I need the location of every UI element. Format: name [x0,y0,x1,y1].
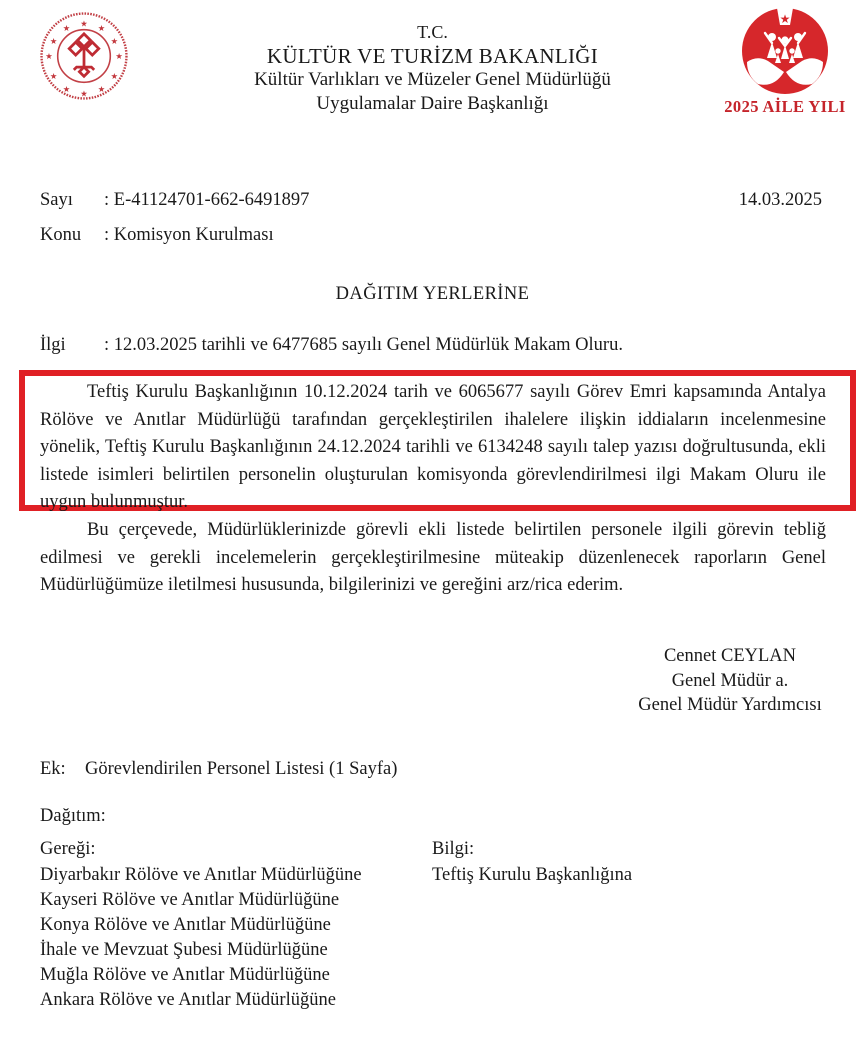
aile-yili-caption: 2025 AİLE YILI [724,97,846,116]
svg-text:★: ★ [110,36,119,46]
bilgi-label: Bilgi: [432,839,475,859]
konu-row [40,225,822,260]
document-meta [40,190,822,260]
letterhead [150,20,715,116]
letterhead-tc: T.C. [417,22,448,42]
signer-name: Cennet CEYLAN [663,646,797,666]
sayi-value: : E-41124701-662-6491897 [104,190,310,210]
sayi-row [40,190,822,225]
aile-yili-emblem-icon [735,6,835,96]
geregi-item: Muğla Rölöve ve Anıtlar Müdürlüğüne [40,964,330,985]
body-paragraph-2: Bu çerçevede, Müdürlüklerinizde görevli ekli listede belirtilen personele ilgili görevin tebliğ edilmesi ve gerekli incelemelerin gerçekleştirilmesine müteakip düzenlenecek raporların Genel Müdürlüğümüze iletilmesi hususunda, bilgilerinizi ve gereğini arz/rica ederim. [40,519,826,596]
letterhead-ministry: KÜLTÜR VE TURİZM BAKANLIĞI [266,44,599,68]
letterhead-directorate: Kültür Varlıkları ve Müzeler Genel Müdürlüğü [254,69,611,90]
svg-text:★: ★ [49,36,58,46]
svg-text:★: ★ [110,71,119,82]
svg-text:★: ★ [80,88,88,99]
distribution-bilgi-column [432,836,825,1012]
attachment-value: Görevlendirilen Personel Listesi (1 Sayfa) [85,759,398,779]
svg-text:★: ★ [62,83,71,94]
svg-text:★: ★ [49,71,58,82]
konu-label: Konu [40,225,82,245]
geregi-label: Gereği: [40,839,96,859]
signer-title-1: Genel Müdür a. [671,670,789,691]
konu-value: : Komisyon Kurulması [104,225,274,245]
svg-text:★: ★ [97,23,106,34]
letter-body [40,379,826,600]
distribution-section [40,836,825,1012]
signature-block [580,644,865,718]
ministry-seal-icon [36,8,132,104]
ilgi-row [40,335,822,356]
geregi-item: Diyarbakır Rölöve ve Anıtlar Müdürlüğüne [40,865,362,885]
document-date: 14.03.2025 [738,190,822,210]
svg-text:★: ★ [97,83,106,94]
bilgi-item: Teftiş Kurulu Başkanlığına [432,865,633,885]
svg-text:★: ★ [779,12,791,26]
body-paragraph-1: Teftiş Kurulu Başkanlığının 10.12.2024 tarih ve 6065677 sayılı Görev Emri kapsamında Antalya Rölöve ve Anıtlar Müdürlüğü tarafından gerçekleştirilen ihalelere ilişkin iddiaların incelenmesine yönelik, Teftiş Kurulu Başkanlığının 24.12.2024 tarihli ve 6134248 sayılı talep yazısı doğrultusunda, ekli listede isimleri belirtilen personelin oluşturulan komisyonda görevlendirilmesi ilgi Makam Oluru ile uygun bulunmuştur. [40,382,826,513]
recipient-line: DAĞITIM YERLERİNE [335,284,530,304]
ilgi-label: İlgi [40,335,66,355]
geregi-item: İhale ve Mevzuat Şubesi Müdürlüğüne [40,939,328,960]
letterhead-department: Uygulamalar Daire Başkanlığı [316,93,549,114]
attachment-row [40,759,397,780]
sayi-label: Sayı [40,190,73,210]
signer-title-2: Genel Müdür Yardımcısı [638,695,822,715]
attachment-label: Ek: [40,759,66,779]
geregi-item: Konya Rölöve ve Anıtlar Müdürlüğüne [40,914,331,935]
aile-yili-logo [719,6,851,117]
svg-text:★: ★ [115,50,123,61]
distribution-title: Dağıtım: [40,806,106,826]
svg-text:★: ★ [80,18,88,29]
geregi-item: Kayseri Rölöve ve Anıtlar Müdürlüğüne [40,889,340,910]
geregi-item: Ankara Rölöve ve Anıtlar Müdürlüğüne [40,989,336,1010]
distribution-geregi-column [40,836,432,1012]
svg-text:★: ★ [45,50,53,61]
ilgi-value: : 12.03.2025 tarihli ve 6477685 sayılı Genel Müdürlük Makam Oluru. [104,335,623,355]
svg-text:★: ★ [62,23,71,34]
